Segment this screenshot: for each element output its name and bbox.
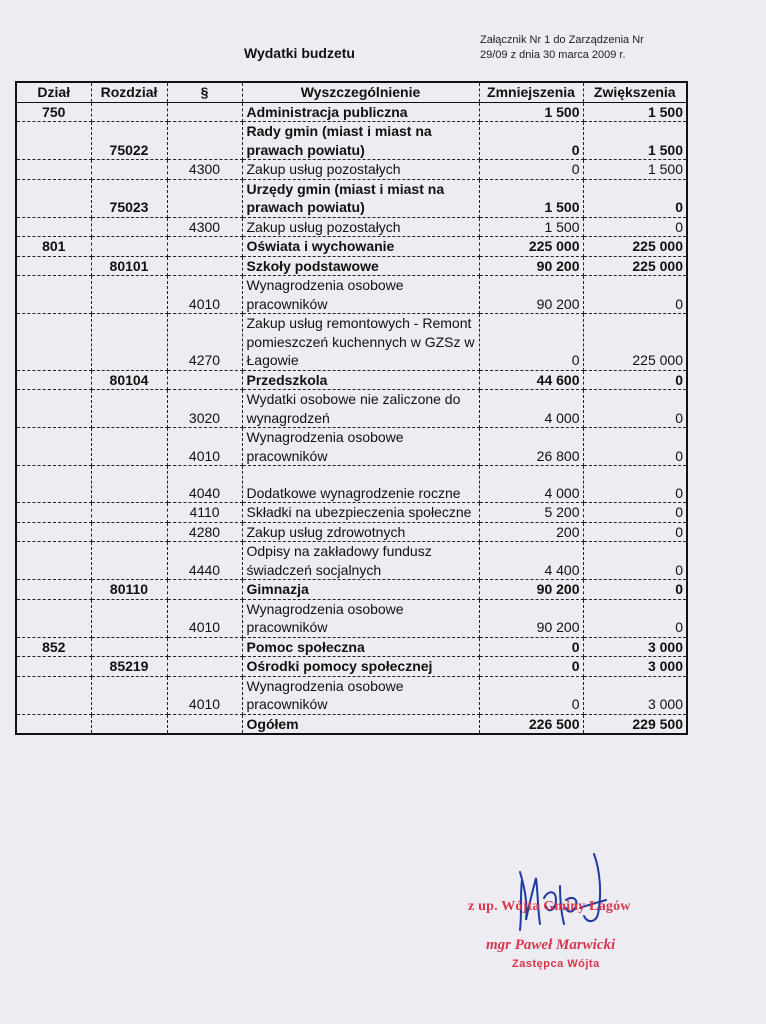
cell-description: Wydatki osobowe nie zaliczone do wynagrodzeń [242, 390, 479, 428]
cell-paragraf [167, 237, 242, 257]
cell-paragraf [167, 657, 242, 677]
cell-zmniejszenia: 200 [479, 522, 583, 542]
annex-note [480, 33, 644, 63]
cell-zwiekszenia: 1 500 [583, 122, 687, 160]
header-wyszczegolnienie: Wyszczególnienie [242, 82, 479, 102]
cell-dzial [16, 390, 91, 428]
cell-rozdzial: 80110 [91, 580, 167, 600]
table-row [16, 217, 687, 237]
cell-rozdzial [91, 276, 167, 314]
table-row [16, 370, 687, 390]
cell-zmniejszenia: 90 200 [479, 599, 583, 637]
cell-rozdzial [91, 599, 167, 637]
cell-dzial [16, 657, 91, 677]
cell-description: Dodatkowe wynagrodzenie roczne [242, 466, 479, 503]
cell-rozdzial [91, 503, 167, 523]
cell-zwiekszenia: 0 [583, 466, 687, 503]
cell-description: Ośrodki pomocy społecznej [242, 657, 479, 677]
cell-zmniejszenia: 0 [479, 657, 583, 677]
header-zwiekszenia: Zwiększenia [583, 82, 687, 102]
cell-zmniejszenia: 1 500 [479, 179, 583, 217]
header-dzial: Dział [16, 82, 91, 102]
cell-zwiekszenia: 0 [583, 390, 687, 428]
cell-zmniejszenia: 4 000 [479, 390, 583, 428]
cell-paragraf [167, 179, 242, 217]
table-row [16, 102, 687, 122]
cell-rozdzial [91, 102, 167, 122]
cell-zmniejszenia: 4 000 [479, 466, 583, 503]
cell-paragraf [167, 714, 242, 734]
cell-zwiekszenia: 0 [583, 503, 687, 523]
cell-description: Zakup usług zdrowotnych [242, 522, 479, 542]
cell-paragraf [167, 637, 242, 657]
cell-zwiekszenia: 0 [583, 217, 687, 237]
cell-zwiekszenia: 3 000 [583, 637, 687, 657]
cell-zwiekszenia: 1 500 [583, 102, 687, 122]
cell-zmniejszenia: 0 [479, 314, 583, 371]
cell-paragraf: 4270 [167, 314, 242, 371]
table-body [16, 102, 687, 734]
cell-paragraf [167, 256, 242, 276]
cell-rozdzial [91, 428, 167, 466]
cell-zwiekszenia: 0 [583, 542, 687, 580]
cell-rozdzial [91, 676, 167, 714]
cell-description: Szkoły podstawowe [242, 256, 479, 276]
cell-zmniejszenia: 1 500 [479, 217, 583, 237]
table-row [16, 256, 687, 276]
cell-rozdzial [91, 314, 167, 371]
budget-table [15, 81, 688, 735]
cell-rozdzial [91, 390, 167, 428]
cell-dzial [16, 542, 91, 580]
cell-rozdzial [91, 466, 167, 503]
cell-zmniejszenia: 0 [479, 122, 583, 160]
cell-zmniejszenia: 90 200 [479, 256, 583, 276]
cell-description: Oświata i wychowanie [242, 237, 479, 257]
table-row [16, 314, 687, 371]
cell-rozdzial [91, 522, 167, 542]
cell-zmniejszenia: 44 600 [479, 370, 583, 390]
cell-paragraf [167, 370, 242, 390]
table-row [16, 657, 687, 677]
cell-description: Wynagrodzenia osobowe pracowników [242, 428, 479, 466]
cell-dzial [16, 314, 91, 371]
cell-description: Przedszkola [242, 370, 479, 390]
cell-dzial [16, 580, 91, 600]
cell-rozdzial [91, 217, 167, 237]
cell-dzial: 852 [16, 637, 91, 657]
table-row [16, 428, 687, 466]
cell-zmniejszenia: 226 500 [479, 714, 583, 734]
table-row [16, 390, 687, 428]
cell-paragraf: 4010 [167, 599, 242, 637]
cell-dzial [16, 160, 91, 180]
cell-paragraf: 4010 [167, 276, 242, 314]
cell-zwiekszenia: 0 [583, 179, 687, 217]
cell-zwiekszenia: 1 500 [583, 160, 687, 180]
cell-zmniejszenia: 225 000 [479, 237, 583, 257]
cell-dzial [16, 217, 91, 237]
header-rozdzial: Rozdział [91, 82, 167, 102]
cell-zmniejszenia: 90 200 [479, 276, 583, 314]
cell-paragraf: 4300 [167, 160, 242, 180]
cell-description: Wynagrodzenia osobowe pracowników [242, 676, 479, 714]
table-row [16, 542, 687, 580]
cell-description: Gimnazja [242, 580, 479, 600]
cell-zwiekszenia: 0 [583, 276, 687, 314]
table-row [16, 522, 687, 542]
cell-description: Administracja publiczna [242, 102, 479, 122]
cell-zwiekszenia: 225 000 [583, 314, 687, 371]
cell-dzial [16, 370, 91, 390]
cell-dzial [16, 122, 91, 160]
cell-description: Ogółem [242, 714, 479, 734]
table-row [16, 599, 687, 637]
table-row [16, 580, 687, 600]
cell-paragraf: 3020 [167, 390, 242, 428]
cell-zwiekszenia: 3 000 [583, 657, 687, 677]
cell-paragraf: 4010 [167, 676, 242, 714]
stamp-line-3: Zastępca Wójta [512, 958, 600, 970]
cell-description: Pomoc społeczna [242, 637, 479, 657]
cell-description: Urzędy gmin (miast i miast na prawach powiatu) [242, 179, 479, 217]
cell-description: Składki na ubezpieczenia społeczne [242, 503, 479, 523]
cell-description: Wynagrodzenia osobowe pracowników [242, 599, 479, 637]
cell-paragraf: 4440 [167, 542, 242, 580]
cell-paragraf [167, 122, 242, 160]
cell-zwiekszenia: 225 000 [583, 237, 687, 257]
cell-rozdzial: 75022 [91, 122, 167, 160]
cell-zwiekszenia: 0 [583, 599, 687, 637]
cell-zwiekszenia: 0 [583, 580, 687, 600]
table-row [16, 122, 687, 160]
cell-zwiekszenia: 229 500 [583, 714, 687, 734]
table-row [16, 466, 687, 503]
cell-rozdzial: 80104 [91, 370, 167, 390]
table-row [16, 179, 687, 217]
cell-paragraf: 4110 [167, 503, 242, 523]
cell-description: Rady gmin (miast i miast na prawach powiatu) [242, 122, 479, 160]
cell-zwiekszenia: 3 000 [583, 676, 687, 714]
cell-zwiekszenia: 0 [583, 428, 687, 466]
cell-zwiekszenia: 0 [583, 522, 687, 542]
table-row [16, 503, 687, 523]
stamp-line-2: mgr Paweł Marwicki [486, 937, 616, 953]
cell-dzial [16, 676, 91, 714]
cell-dzial [16, 276, 91, 314]
cell-paragraf [167, 102, 242, 122]
cell-rozdzial [91, 542, 167, 580]
table-row [16, 276, 687, 314]
cell-dzial [16, 256, 91, 276]
cell-paragraf: 4010 [167, 428, 242, 466]
cell-zmniejszenia: 0 [479, 676, 583, 714]
cell-dzial [16, 522, 91, 542]
cell-dzial [16, 714, 91, 734]
cell-zmniejszenia: 4 400 [479, 542, 583, 580]
cell-description: Zakup usług remontowych - Remont pomieszczeń kuchennych w GZSz w Łagowie [242, 314, 479, 371]
cell-zmniejszenia: 0 [479, 160, 583, 180]
cell-description: Zakup usług pozostałych [242, 217, 479, 237]
cell-paragraf [167, 580, 242, 600]
cell-paragraf: 4040 [167, 466, 242, 503]
cell-description: Odpisy na zakładowy fundusz świadczeń socjalnych [242, 542, 479, 580]
table-row [16, 160, 687, 180]
cell-dzial [16, 428, 91, 466]
cell-dzial: 750 [16, 102, 91, 122]
cell-rozdzial: 85219 [91, 657, 167, 677]
cell-dzial [16, 179, 91, 217]
cell-rozdzial: 75023 [91, 179, 167, 217]
cell-zmniejszenia: 0 [479, 637, 583, 657]
cell-rozdzial: 80101 [91, 256, 167, 276]
cell-rozdzial [91, 637, 167, 657]
cell-description: Zakup usług pozostałych [242, 160, 479, 180]
table-row [16, 637, 687, 657]
cell-zmniejszenia: 90 200 [479, 580, 583, 600]
cell-paragraf: 4280 [167, 522, 242, 542]
cell-description: Wynagrodzenia osobowe pracowników [242, 276, 479, 314]
annex-line-2: 29/09 z dnia 30 marca 2009 r. [480, 49, 626, 61]
cell-dzial [16, 466, 91, 503]
cell-zwiekszenia: 225 000 [583, 256, 687, 276]
cell-rozdzial [91, 160, 167, 180]
cell-dzial [16, 503, 91, 523]
table-header-row [16, 82, 687, 102]
stamp-line-1: z up. Wójta Gminy Łagów [468, 899, 631, 914]
cell-rozdzial [91, 237, 167, 257]
cell-dzial: 801 [16, 237, 91, 257]
cell-zwiekszenia: 0 [583, 370, 687, 390]
cell-zmniejszenia: 1 500 [479, 102, 583, 122]
page-title: Wydatki budzetu [244, 45, 355, 61]
header-zmniejszenia: Zmniejszenia [479, 82, 583, 102]
annex-line-1: Załącznik Nr 1 do Zarządzenia Nr [480, 34, 644, 46]
cell-dzial [16, 599, 91, 637]
header-paragraf: § [167, 82, 242, 102]
table-row [16, 676, 687, 714]
cell-rozdzial [91, 714, 167, 734]
cell-zmniejszenia: 26 800 [479, 428, 583, 466]
table-row [16, 237, 687, 257]
cell-zmniejszenia: 5 200 [479, 503, 583, 523]
cell-paragraf: 4300 [167, 217, 242, 237]
table-row [16, 714, 687, 734]
